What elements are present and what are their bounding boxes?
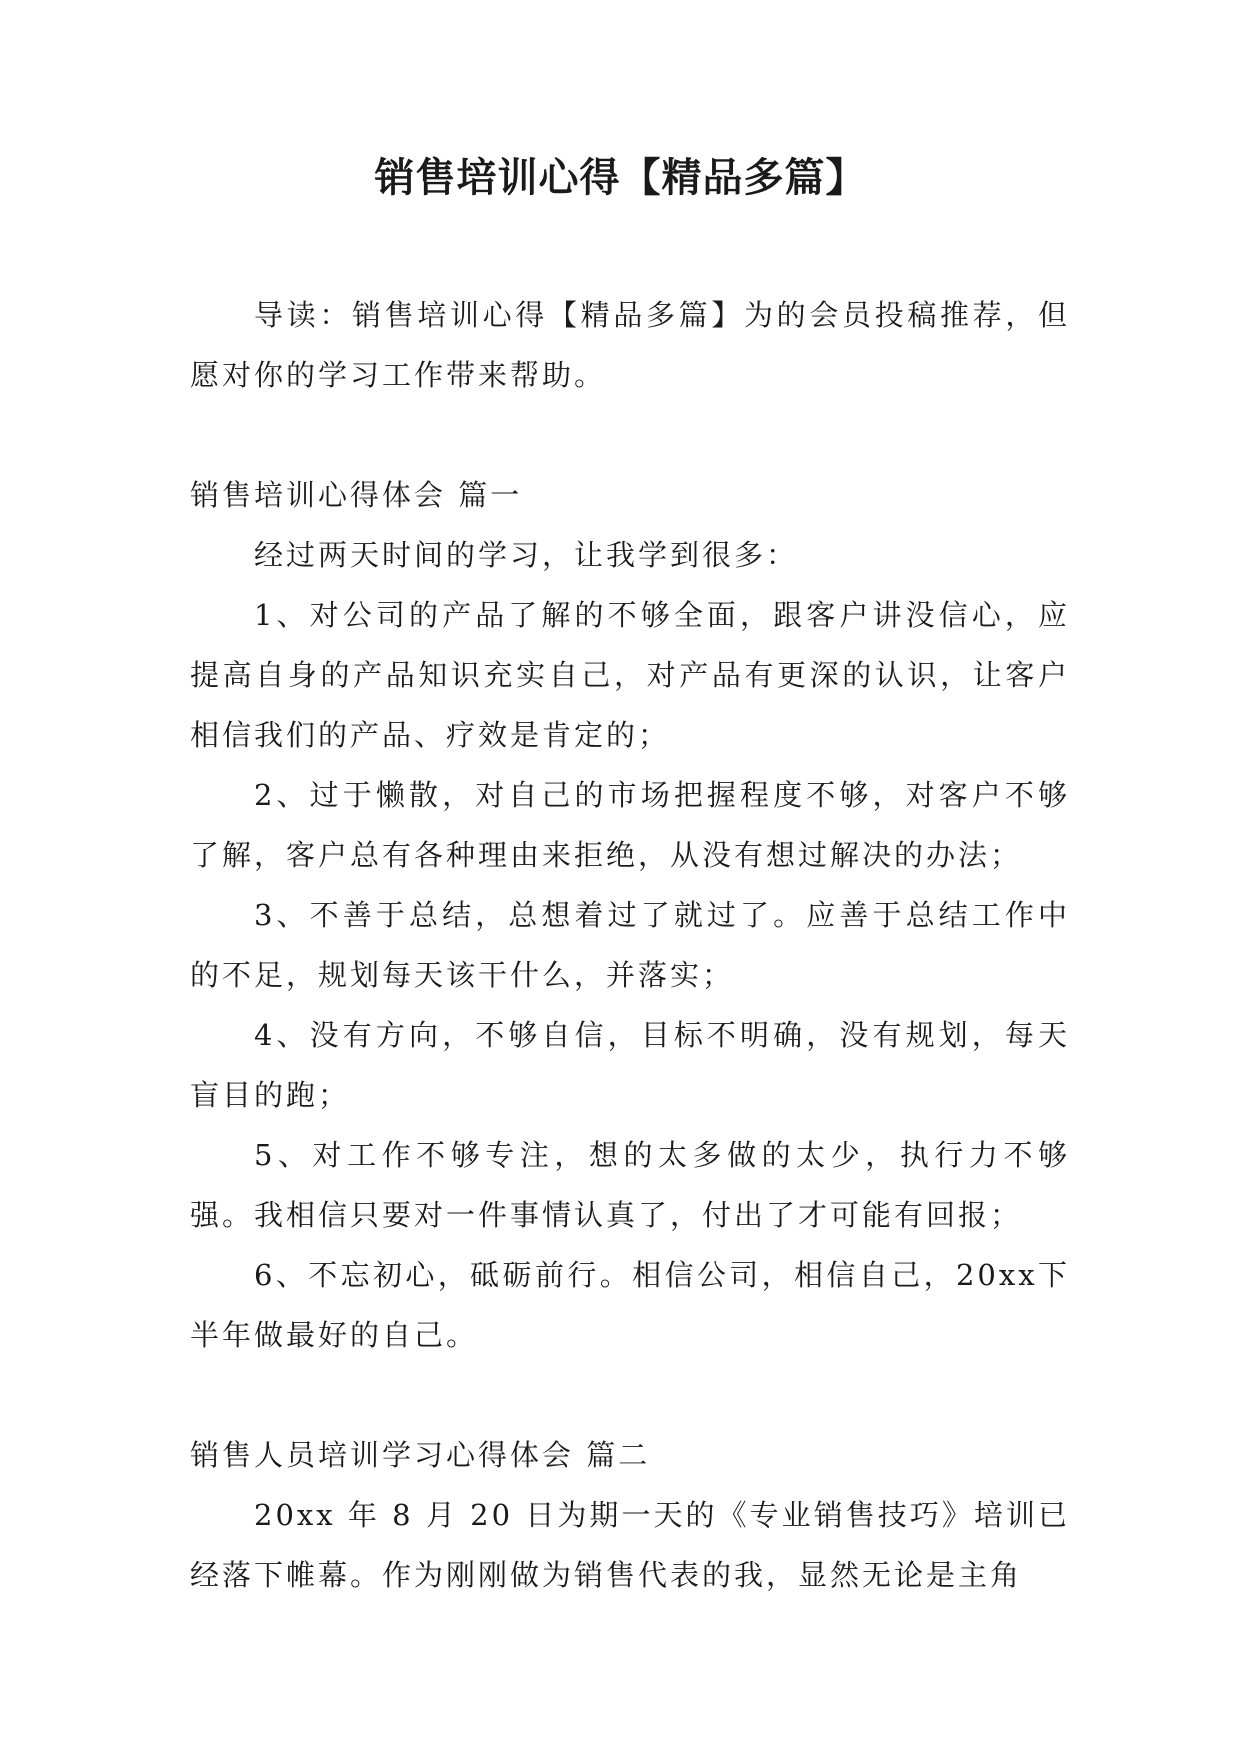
document-body xyxy=(190,285,1070,1605)
intro-paragraph: 导读：销售培训心得【精品多篇】为的会员投稿推荐，但愿对你的学习工作带来帮助。 xyxy=(190,298,1070,392)
spacer xyxy=(190,1365,1070,1425)
list-item: 4、没有方向，不够自信，目标不明确，没有规划，每天盲目的跑； xyxy=(190,1018,1070,1112)
section-heading-2: 销售人员培训学习心得体会 篇二 xyxy=(190,1438,651,1472)
section-heading-1: 销售培训心得体会 篇一 xyxy=(190,478,523,512)
list-item: 3、不善于总结，总想着过了就过了。应善于总结工作中的不足，规划每天该干什么，并落实； xyxy=(190,898,1070,992)
spacer xyxy=(190,405,1070,465)
section1-lead: 经过两天时间的学习，让我学到很多： xyxy=(254,538,799,572)
list-item: 1、对公司的产品了解的不够全面，跟客户讲没信心，应提高自身的产品知识充实自己，对产品有更深的认识，让客户相信我们的产品、疗效是肯定的； xyxy=(190,598,1070,752)
list-item: 6、不忘初心，砥砺前行。相信公司，相信自己，20xx下半年做最好的自己。 xyxy=(190,1258,1070,1352)
section2-paragraph: 20xx 年 8 月 20 日为期一天的《专业销售技巧》培训已经落下帷幕。作为刚刚做为销售代表的我，显然无论是主角 xyxy=(190,1498,1070,1592)
list-item: 5、对工作不够专注，想的太多做的太少，执行力不够强。我相信只要对一件事情认真了，付出了才可能有回报； xyxy=(190,1138,1070,1232)
list-item: 2、过于懒散，对自己的市场把握程度不够，对客户不够了解，客户总有各种理由来拒绝，从没有想过解决的办法； xyxy=(190,778,1070,872)
page-title: 销售培训心得【精品多篇】 xyxy=(374,154,867,201)
